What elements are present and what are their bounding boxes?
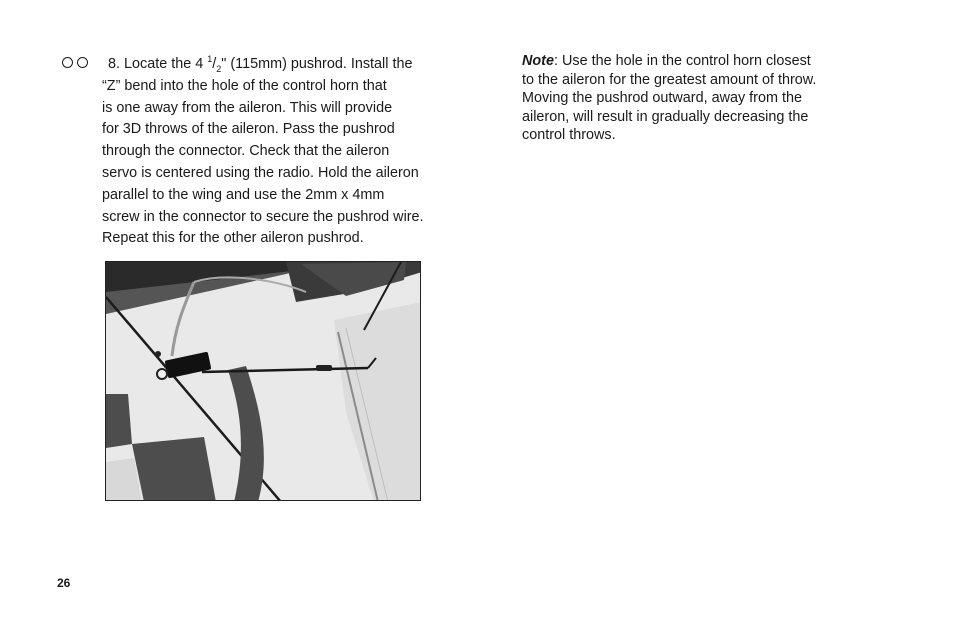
note-label: Note [522,53,554,69]
step-line: screw in the connector to secure the pushrod wire. [102,208,424,225]
note-line-1: Note: Use the hole in the control horn closest [522,53,811,69]
step-line: through the connector. Check that the aileron [102,143,390,160]
step-line: for 3D throws of the aileron. Pass the pushrod [102,121,395,138]
note-block [522,52,852,145]
note-line: to the aileron for the greatest amount of throw. [522,71,817,88]
step-line-1: 8. Locate the 4 $^1/_2$" (115mm) pushrod. Install the [108,54,413,74]
photo-illustration [106,262,421,501]
step-line: Repeat this for the other aileron pushrod. [102,230,364,247]
step-8-instruction [62,54,442,250]
checkbox-circle-icon[interactable] [77,57,88,68]
note-line: aileron, will result in gradually decreasing the [522,108,809,125]
page-number: 26 [57,576,71,590]
step-line: servo is centered using the radio. Hold the aileron [102,164,419,181]
note-line: Moving the pushrod outward, away from the [522,90,802,107]
step-checkboxes[interactable] [62,57,88,68]
step-line: “Z” bend into the hole of the control horn that [102,77,387,94]
step-line: parallel to the wing and use the 2mm x 4mm [102,186,385,203]
note-line: control throws. [522,127,616,144]
fraction: $^1/_2$ [207,54,222,74]
checkbox-circle-icon[interactable] [62,57,73,68]
step-line: is one away from the aileron. This will provide [102,99,393,116]
aileron-pushrod-photo [105,261,421,501]
